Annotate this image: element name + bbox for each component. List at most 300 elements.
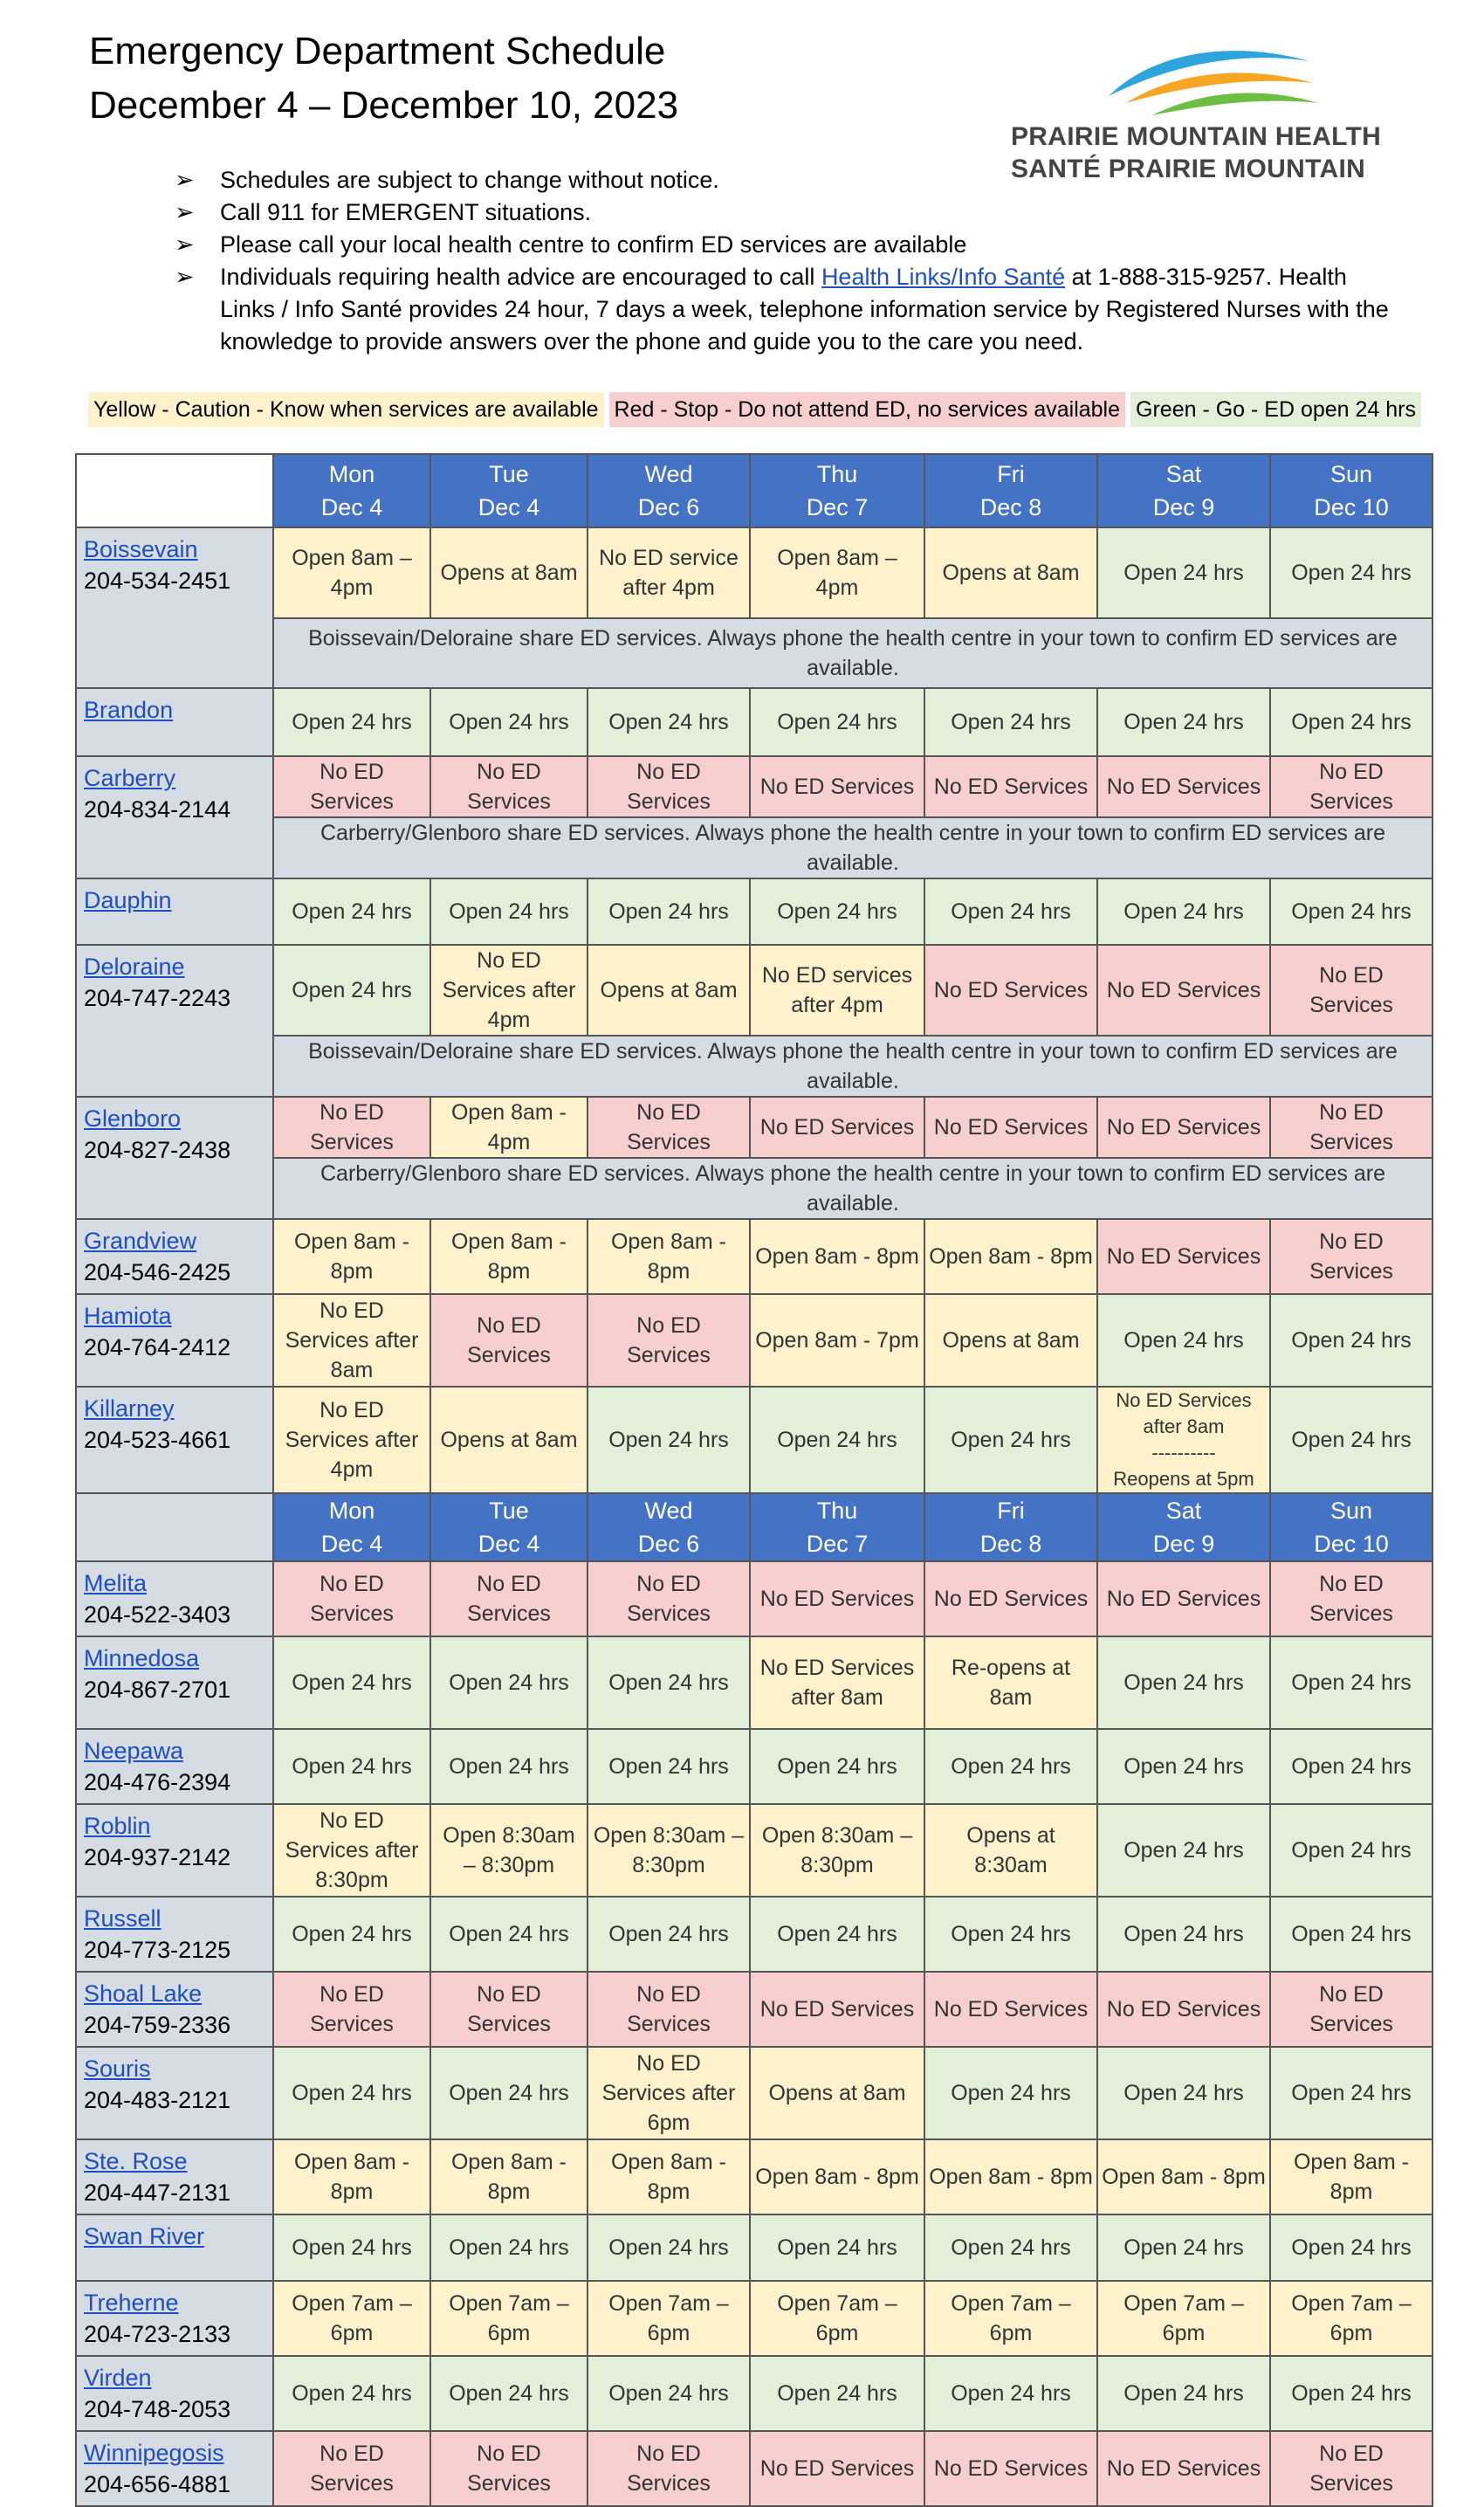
town-name-link[interactable]: Souris (84, 2056, 151, 2082)
town-name-link[interactable]: Winnipegosis (84, 2440, 224, 2466)
schedule-cell-text: Open 24 hrs (1123, 1754, 1244, 1779)
town-name-link[interactable]: Boissevain (84, 536, 198, 562)
town-row (76, 527, 1432, 618)
town-cell (76, 688, 273, 756)
schedule-cell (587, 1387, 750, 1493)
schedule-cell-text: No ED Services after 4pm (442, 948, 576, 1032)
schedule-cell (587, 2214, 750, 2281)
town-name-link[interactable]: Ste. Rose (84, 2148, 188, 2174)
schedule-cell (430, 1729, 587, 1804)
header-corner-cell (76, 1493, 273, 1561)
schedule-cell-text: Open 7am – 6pm (292, 2291, 412, 2345)
schedule-cell (587, 2431, 750, 2506)
schedule-cell-text: Open 24 hrs (449, 899, 569, 924)
schedule-cell (924, 527, 1097, 618)
schedule-cell-text: Open 24 hrs (951, 710, 1071, 734)
schedule-cell (1097, 2281, 1270, 2356)
day-name: Sun (1329, 1498, 1373, 1524)
schedule-cell-text: No ED Services (1106, 775, 1261, 799)
schedule-cell (273, 2139, 430, 2214)
schedule-cell-text: Open 24 hrs (449, 1754, 569, 1779)
day-header-row (76, 1493, 1432, 1561)
schedule-cell (430, 1097, 587, 1158)
schedule-cell-text: No ED Services (933, 1587, 1089, 1611)
town-cell (76, 878, 273, 945)
schedule-cell-text: Open 8am - 8pm (293, 2150, 409, 2204)
day-date: Dec 10 (1314, 1531, 1389, 1557)
town-name-link[interactable]: Neepawa (84, 1738, 184, 1764)
schedule-cell-text: Open 24 hrs (1291, 561, 1412, 585)
schedule-cell-text: Open 8am - 8pm (755, 2165, 919, 2189)
notice-item: ➢ Please call your local health centre to confirm ED services are available (175, 229, 1397, 261)
day-date: Dec 8 (979, 494, 1042, 520)
town-phone: 204-827-2438 (84, 1137, 231, 1163)
schedule-cell-text: No ED Services (933, 978, 1089, 1002)
town-cell (76, 756, 273, 878)
schedule-cell (924, 1804, 1097, 1897)
day-name: Sat (1165, 1498, 1202, 1524)
schedule-cell-text: No ED Services (310, 2442, 394, 2496)
schedule-cell (924, 1561, 1097, 1636)
town-cell (76, 1636, 273, 1729)
schedule-cell-text: Open 24 hrs (1291, 899, 1412, 924)
schedule-cell (430, 1561, 587, 1636)
schedule-cell-text: No ED Services (467, 760, 551, 814)
town-phone: 204-447-2131 (84, 2180, 231, 2206)
schedule-cell-text: No ED Services (1106, 2456, 1261, 2481)
schedule-cell-text: Re-opens at 8am (951, 1656, 1071, 1710)
town-phone: 204-523-4661 (84, 1427, 231, 1453)
schedule-cell-text: Opens at 8am (440, 1428, 578, 1452)
day-date: Dec 4 (477, 1531, 540, 1557)
town-row (76, 2047, 1432, 2139)
town-cell (76, 945, 273, 1097)
schedule-cell-text: No ED Services (1309, 1982, 1393, 2036)
town-name-link[interactable]: Deloraine (84, 954, 185, 980)
schedule-cell-text: No ED Services (1309, 963, 1393, 1017)
schedule-cell (430, 2139, 587, 2214)
schedule-cell-text: No ED Services (467, 2442, 551, 2496)
town-row (76, 2281, 1432, 2356)
schedule-cell-text: No ED Services (310, 760, 394, 814)
schedule-cell-text: No ED Services (759, 1115, 915, 1140)
schedule-cell (750, 2047, 924, 2139)
schedule-cell-text: Open 24 hrs (1291, 1328, 1412, 1353)
schedule-cell-text: No ED Services (759, 1587, 915, 1611)
town-row (76, 1561, 1432, 1636)
day-header-wed (587, 454, 750, 527)
day-name: Thu (816, 461, 858, 487)
shared-services-note-row (76, 817, 1432, 878)
schedule-cell (750, 1804, 924, 1897)
schedule-cell-text: No ED Services after 8am (759, 1656, 915, 1710)
schedule-cell-text: Open 8:30am – 8:30pm (761, 1823, 913, 1877)
schedule-cell (750, 2431, 924, 2506)
schedule-cell (924, 2281, 1097, 2356)
schedule-cell (924, 688, 1097, 756)
schedule-cell (750, 1387, 924, 1493)
day-date: Dec 8 (979, 1531, 1042, 1557)
schedule-cell-text: Open 24 hrs (608, 1428, 729, 1452)
schedule-cell-text: Open 24 hrs (449, 2081, 569, 2105)
schedule-cell-text: Open 8am - 8pm (293, 1229, 409, 1284)
town-row (76, 1294, 1432, 1387)
day-header-fri (924, 1493, 1097, 1561)
town-name-link[interactable]: Virden (84, 2365, 152, 2391)
schedule-cell-text: Open 24 hrs (951, 1754, 1071, 1779)
schedule-cell (587, 1097, 750, 1158)
town-name-link[interactable]: Treherne (84, 2290, 179, 2316)
schedule-cell-text: No ED Services after 8am (285, 1298, 419, 1382)
town-cell (76, 1897, 273, 1972)
schedule-cell-text: Open 24 hrs (608, 710, 729, 734)
schedule-cell (273, 1219, 430, 1294)
schedule-cell (924, 1097, 1097, 1158)
day-name: Mon (328, 461, 375, 487)
schedule-cell-text: Open 24 hrs (777, 1754, 897, 1779)
schedule-cell-text: Open 24 hrs (1291, 2081, 1412, 2105)
schedule-cell (1097, 2047, 1270, 2139)
town-cell (76, 2356, 273, 2431)
shared-services-note-row (76, 618, 1432, 688)
schedule-cell-text: No ED Services (310, 1100, 394, 1154)
day-date: Dec 6 (637, 1531, 700, 1557)
schedule-cell-text: No ED Services (310, 1982, 394, 2036)
schedule-cell-text: Open 24 hrs (1123, 1922, 1244, 1946)
schedule-cell (1097, 878, 1270, 945)
schedule-cell (1097, 1561, 1270, 1636)
schedule-cell-text: Open 24 hrs (449, 710, 569, 734)
schedule-cell-text: Open 24 hrs (1123, 710, 1244, 734)
schedule-cell (430, 1636, 587, 1729)
schedule-cell (750, 1294, 924, 1387)
day-header-row (76, 454, 1432, 527)
schedule-cell (1270, 2281, 1432, 2356)
schedule-cell (1270, 878, 1432, 945)
logo-blue-swoosh (1109, 51, 1309, 96)
schedule-cell-text: Open 24 hrs (951, 899, 1071, 924)
schedule-cell-text: No ED Services (933, 2456, 1089, 2481)
schedule-cell (587, 1561, 750, 1636)
schedule-cell (1270, 2139, 1432, 2214)
day-date: Dec 7 (806, 1531, 869, 1557)
schedule-cell-text: Open 24 hrs (1123, 1328, 1244, 1353)
schedule-cell (587, 1294, 750, 1387)
schedule-cell (587, 756, 750, 817)
schedule-cell-text: Open 8am - 8pm (1293, 2150, 1409, 2204)
schedule-cell-text: No ED services after 4pm (761, 963, 913, 1017)
town-phone: 204-773-2125 (84, 1937, 231, 1963)
schedule-cell (750, 1561, 924, 1636)
schedule-cell (750, 527, 924, 618)
schedule-cell-text: Open 24 hrs (292, 1922, 412, 1946)
schedule-cell (1270, 1561, 1432, 1636)
schedule-cell (1097, 2356, 1270, 2431)
schedule-cell-text: No ED Services (933, 1997, 1089, 2021)
schedule-cell-text: Open 24 hrs (292, 710, 412, 734)
town-name-link[interactable]: Hamiota (84, 1303, 172, 1329)
day-name: Wed (644, 461, 693, 487)
day-name: Fri (997, 1498, 1025, 1524)
town-name-link[interactable]: Grandview (84, 1228, 197, 1254)
schedule-cell (430, 1804, 587, 1897)
day-header-thu (750, 454, 924, 527)
shared-services-note: Boissevain/Deloraine share ED services. Always phone the health centre in your town to confirm ED services are available. (273, 618, 1432, 688)
schedule-cell (273, 2431, 430, 2506)
schedule-cell (1270, 688, 1432, 756)
schedule-cell (273, 688, 430, 756)
town-row (76, 1387, 1432, 1493)
schedule-cell (924, 1972, 1097, 2047)
schedule-cell (430, 2431, 587, 2506)
schedule-cell-text: Open 24 hrs (608, 1922, 729, 1946)
schedule-cell-text: Open 8am – 4pm (777, 546, 897, 600)
schedule-cell (750, 2281, 924, 2356)
day-name: Sat (1165, 461, 1202, 487)
schedule-cell (750, 878, 924, 945)
schedule-cell-text: Open 24 hrs (1291, 2381, 1412, 2406)
day-header-sat (1097, 1493, 1270, 1561)
town-phone: 204-483-2121 (84, 2087, 231, 2113)
town-name-link[interactable]: Shoal Lake (84, 1980, 203, 2007)
schedule-cell-text: Open 24 hrs (1291, 2235, 1412, 2260)
town-row (76, 756, 1432, 817)
schedule-cell (273, 2047, 430, 2139)
town-row (76, 1219, 1432, 1294)
legend-red: Red - Stop - Do not attend ED, no services available (609, 392, 1125, 427)
town-name-link[interactable]: Dauphin (84, 887, 172, 913)
schedule-cell (273, 1387, 430, 1493)
schedule-cell-text: No ED Services (759, 2456, 915, 2481)
schedule-cell (924, 2047, 1097, 2139)
day-name: Sun (1329, 461, 1373, 487)
town-row (76, 688, 1432, 756)
schedule-cell-text: Opens at 8am (942, 1328, 1080, 1353)
schedule-cell-text: Open 8am - 8pm (610, 2150, 726, 2204)
schedule-cell (1270, 2356, 1432, 2431)
health-links-link[interactable]: Health Links/Info Santé (821, 264, 1066, 290)
schedule-cell (430, 1294, 587, 1387)
schedule-cell (1097, 1729, 1270, 1804)
town-phone: 204-937-2142 (84, 1844, 231, 1870)
town-row (76, 945, 1432, 1036)
schedule-cell (587, 527, 750, 618)
schedule-cell (273, 2356, 430, 2431)
shared-services-note-row (76, 1158, 1432, 1219)
day-date: Dec 6 (637, 494, 700, 520)
schedule-cell-text: Open 24 hrs (449, 1922, 569, 1946)
town-phone: 204-546-2425 (84, 1259, 231, 1285)
schedule-cell-text: Open 24 hrs (777, 710, 897, 734)
schedule-cell-text: Open 24 hrs (292, 2381, 412, 2406)
town-name-link[interactable]: Russell (84, 1905, 161, 1932)
schedule-cell (587, 1636, 750, 1729)
schedule-cell-text: Open 24 hrs (608, 899, 729, 924)
schedule-cell (430, 756, 587, 817)
schedule-cell (587, 2281, 750, 2356)
schedule-cell (750, 2356, 924, 2431)
schedule-cell (273, 945, 430, 1036)
day-name: Tue (489, 1498, 529, 1524)
schedule-cell-text: Open 8am - 8pm (610, 1229, 726, 1284)
town-row (76, 2356, 1432, 2431)
schedule-cell (1097, 527, 1270, 618)
logo-text-french: SANTÉ PRAIRIE MOUNTAIN (1011, 155, 1366, 183)
schedule-cell-text: Open 24 hrs (1291, 1838, 1412, 1863)
day-header-fri (924, 454, 1097, 527)
schedule-cell (430, 2356, 587, 2431)
day-name: Fri (997, 461, 1025, 487)
town-cell (76, 1804, 273, 1897)
logo-green-swoosh (1152, 93, 1318, 115)
schedule-cell (1097, 1097, 1270, 1158)
notice-item: ➢ Schedules are subject to change without notice. (175, 164, 1397, 196)
town-name-link[interactable]: Glenboro (84, 1105, 182, 1132)
town-phone: 204-534-2451 (84, 568, 231, 594)
day-date: Dec 4 (320, 494, 383, 520)
town-phone: 204-764-2412 (84, 1334, 231, 1360)
town-name-link[interactable]: Melita (84, 1570, 148, 1596)
schedule-cell (1097, 1219, 1270, 1294)
schedule-cell (273, 1294, 430, 1387)
schedule-cell (750, 945, 924, 1036)
day-date: Dec 9 (1152, 1531, 1215, 1557)
schedule-cell (587, 2356, 750, 2431)
schedule-cell (1097, 1972, 1270, 2047)
schedule-cell (273, 2214, 430, 2281)
town-row (76, 1729, 1432, 1804)
schedule-cell-text: Opens at 8am (942, 561, 1080, 585)
schedule-cell-text: Open 24 hrs (292, 899, 412, 924)
schedule-cell (587, 2139, 750, 2214)
schedule-cell (430, 2047, 587, 2139)
schedule-cell (587, 945, 750, 1036)
shared-services-note-row (76, 1036, 1432, 1097)
town-name-link[interactable]: Killarney (84, 1395, 175, 1422)
day-name: Mon (328, 1498, 375, 1524)
arrow-bullet-icon: ➢ (175, 264, 195, 290)
day-header-mon (273, 1493, 430, 1561)
schedule-cell (924, 1219, 1097, 1294)
title-line-2: December 4 – December 10, 2023 (89, 84, 679, 127)
schedule-cell (430, 945, 587, 1036)
schedule-cell-text: Open 24 hrs (1123, 561, 1244, 585)
schedule-cell (924, 1387, 1097, 1493)
schedule-cell (273, 1972, 430, 2047)
schedule-cell-text: Open 24 hrs (1123, 899, 1244, 924)
schedule-cell (587, 2047, 750, 2139)
town-cell (76, 1097, 273, 1219)
schedule-cell (430, 1897, 587, 1972)
town-phone: 204-656-4881 (84, 2471, 231, 2497)
schedule-cell-text: Open 24 hrs (1291, 1922, 1412, 1946)
schedule-cell (273, 527, 430, 618)
schedule-cell (750, 2139, 924, 2214)
schedule-cell (1270, 945, 1432, 1036)
schedule-cell (273, 756, 430, 817)
schedule-cell-text: Open 24 hrs (777, 899, 897, 924)
schedule-cell-text: Open 24 hrs (1123, 2381, 1244, 2406)
legend-yellow: Yellow - Caution - Know when services are available (88, 392, 604, 427)
day-date: Dec 4 (320, 1531, 383, 1557)
schedule-cell-text: No ED Services (1309, 1229, 1393, 1284)
schedule-cell-text: No ED Services (933, 1115, 1089, 1140)
schedule-cell (273, 878, 430, 945)
town-name-link[interactable]: Minnedosa (84, 1645, 200, 1671)
town-cell (76, 2431, 273, 2506)
schedule-cell (430, 2214, 587, 2281)
schedule-cell-text: Open 24 hrs (292, 1670, 412, 1695)
town-name-link[interactable]: Roblin (84, 1813, 151, 1839)
schedule-cell (273, 1636, 430, 1729)
schedule-cell (1270, 2047, 1432, 2139)
schedule-cell-text: Open 24 hrs (608, 1670, 729, 1695)
day-header-tue (430, 454, 587, 527)
schedule-cell (750, 1972, 924, 2047)
schedule-cell (1097, 688, 1270, 756)
shared-services-note: Carberry/Glenboro share ED services. Always phone the health centre in your town to confirm ED services are available. (273, 817, 1432, 878)
schedule-cell-text: No ED Services (627, 1572, 711, 1626)
town-name-link[interactable]: Swan River (84, 2223, 205, 2249)
day-date: Dec 4 (477, 494, 540, 520)
town-row (76, 2139, 1432, 2214)
town-phone: 204-723-2133 (84, 2321, 231, 2347)
schedule-cell-text: Open 8:30am – 8:30pm (593, 1823, 745, 1877)
schedule-cell (1097, 945, 1270, 1036)
schedule-cell (924, 945, 1097, 1036)
town-row (76, 2214, 1432, 2281)
day-header-mon (273, 454, 430, 527)
day-name: Tue (489, 461, 529, 487)
schedule-cell-text: No ED Services (467, 1982, 551, 2036)
schedule-cell-text: No ED Services (1106, 978, 1261, 1002)
schedule-cell (1270, 527, 1432, 618)
town-phone: 204-834-2144 (84, 796, 231, 823)
schedule-cell (1097, 1897, 1270, 1972)
schedule-cell (750, 688, 924, 756)
town-name-link[interactable]: Brandon (84, 697, 174, 723)
schedule-cell-text: No ED Services (1309, 760, 1393, 814)
schedule-cell-text: No ED Services (310, 1572, 394, 1626)
schedule-cell (1270, 2431, 1432, 2506)
schedule-cell-text: Open 7am – 6pm (608, 2291, 729, 2345)
town-name-link[interactable]: Carberry (84, 765, 176, 791)
town-row (76, 878, 1432, 945)
town-cell (76, 1387, 273, 1493)
schedule-cell-line: Reopens at 5pm (1113, 1468, 1254, 1490)
town-row (76, 1097, 1432, 1158)
schedule-cell-text: Open 24 hrs (777, 1922, 897, 1946)
town-phone: 204-476-2394 (84, 1769, 231, 1795)
schedule-cell-text: Open 8am - 8pm (450, 2150, 567, 2204)
schedule-cell (750, 1636, 924, 1729)
schedule-cell (430, 1387, 587, 1493)
logo-swoosh-icon (1100, 35, 1318, 122)
schedule-cell (924, 2431, 1097, 2506)
schedule-cell-text: Opens at 8am (440, 561, 578, 585)
schedule-cell-text: Open 24 hrs (1123, 2081, 1244, 2105)
schedule-cell (1097, 2214, 1270, 2281)
town-cell (76, 1294, 273, 1387)
town-cell (76, 527, 273, 688)
town-cell (76, 2139, 273, 2214)
schedule-cell-text: No ED Services (627, 2442, 711, 2496)
schedule-cell-text: Open 24 hrs (292, 978, 412, 1002)
schedule-cell-line: No ED Services after 8am (1116, 1389, 1252, 1437)
schedule-cell-text: Opens at 8am (768, 2081, 906, 2105)
town-row (76, 2431, 1432, 2506)
town-cell (76, 1972, 273, 2047)
